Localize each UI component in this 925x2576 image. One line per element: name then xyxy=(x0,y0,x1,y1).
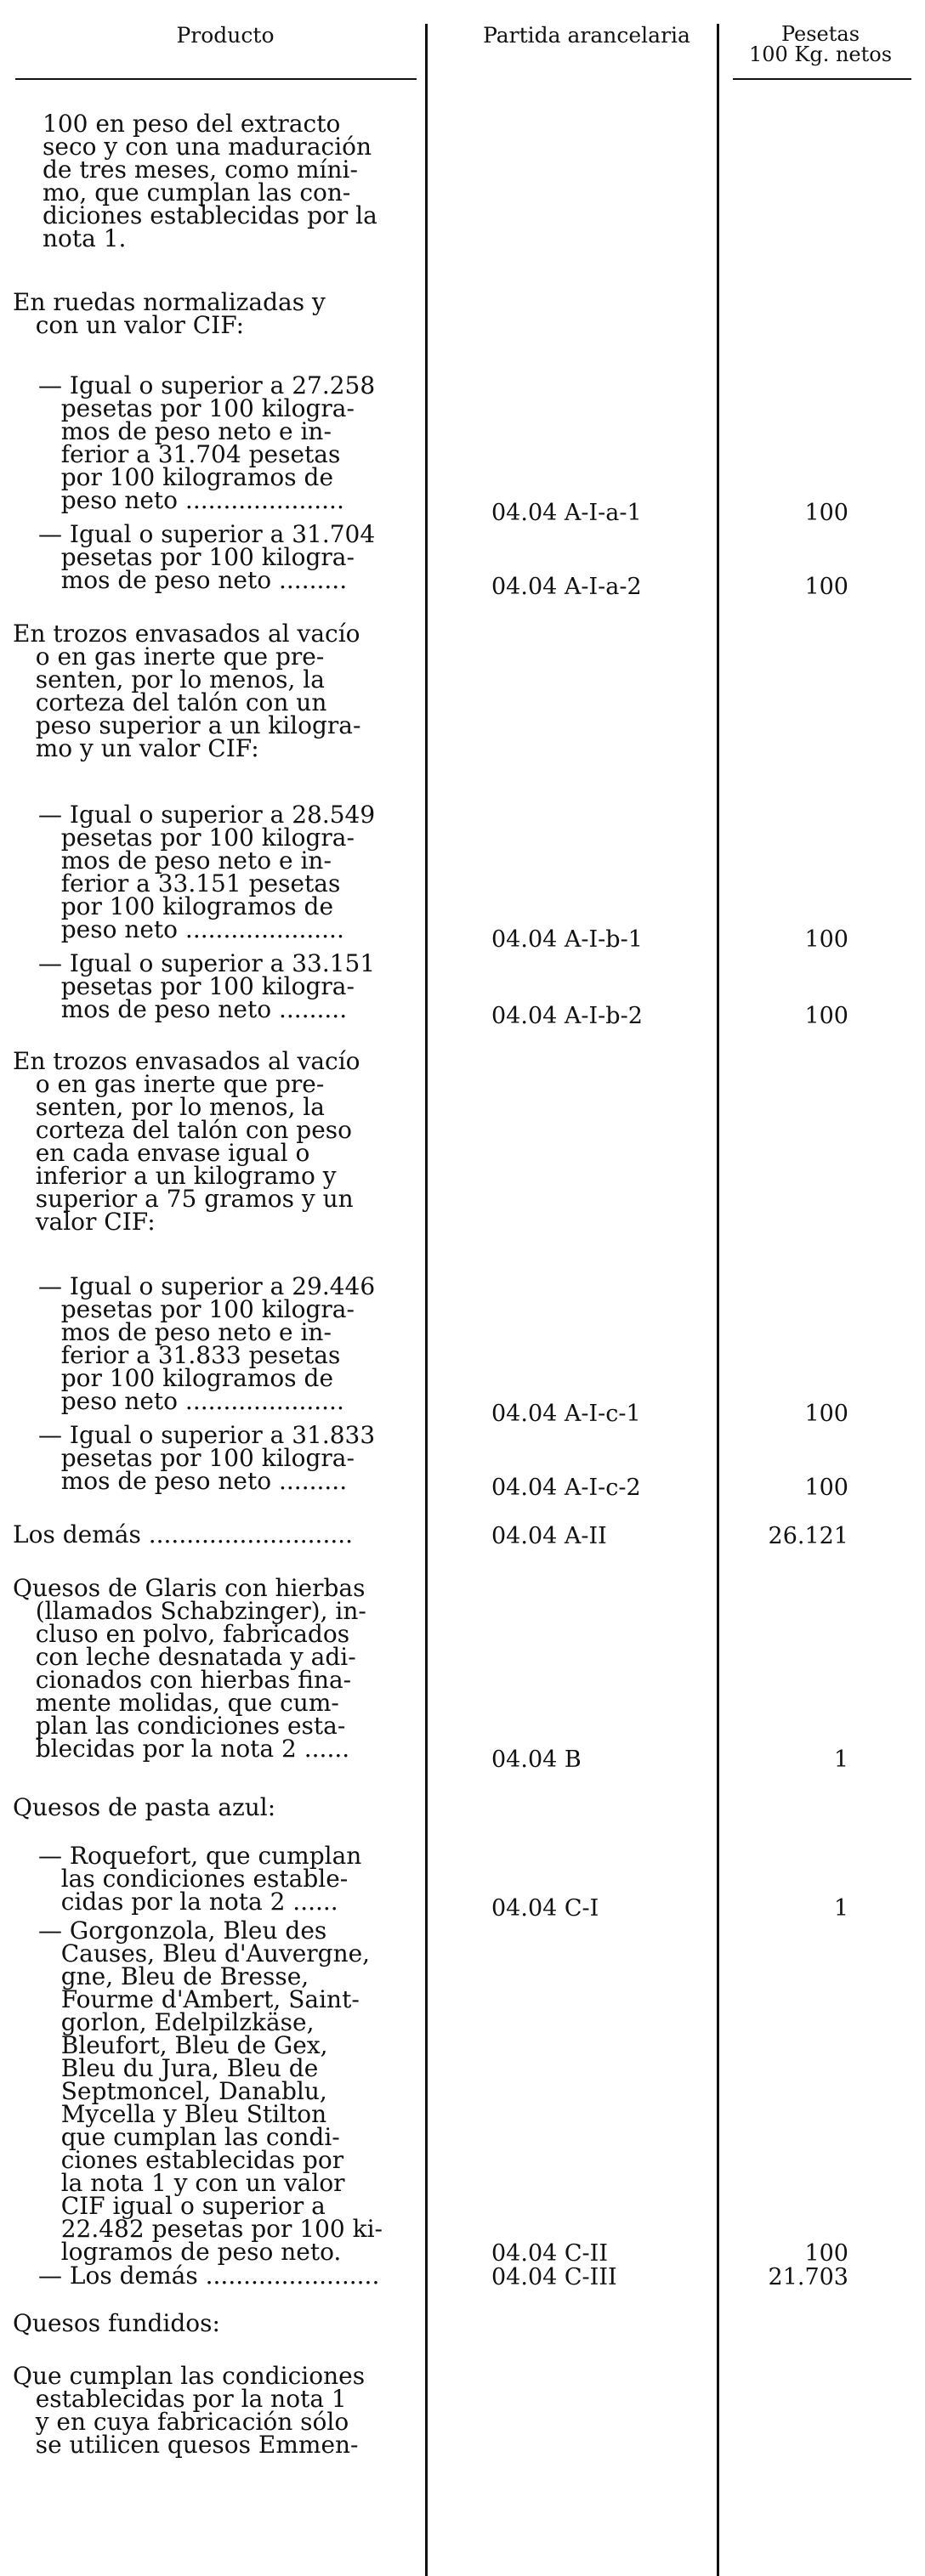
row-text-17: Que cumplan las condiciones establecidas por la nota 1 y en cuya fabricación sólo se utilicen quesos Emmen- xyxy=(13,2362,366,2459)
row-code-2: 04.04 A-I-a-1 xyxy=(491,500,642,526)
header-pesetas xyxy=(727,24,914,65)
row-text-2: — Igual o superior a 27.258 pesetas por 100 kilogra- mos de peso neto e in- ferior a 31.704 pesetas por 100 kilogramos de peso neto ..................... xyxy=(38,371,376,514)
row-code-9: 04.04 A-I-c-2 xyxy=(491,1475,641,1501)
row-text-13: — Roquefort, que cumplan las condiciones estable- cidas por la nota 2 ...... xyxy=(38,1842,362,1916)
header-pesetas-line1: Pesetas xyxy=(780,22,860,46)
column-divider-1 xyxy=(425,24,428,2576)
row-code-8: 04.04 A-I-c-1 xyxy=(491,1401,641,1427)
row-value-14: 100 xyxy=(804,2240,848,2267)
row-text-7: En trozos envasados al vacío o en gas inerte que pre- senten, por lo menos, la corteza del talón con peso en cada envase igual o inferior a un kilogramo y superior a 75 gramos y un valor CIF: xyxy=(13,1047,360,1236)
row-value-5: 100 xyxy=(804,926,848,953)
row-text-14: — Gorgonzola, Bleu des Causes, Bleu d'Auvergne, gne, Bleu de Bresse, Fourme d'Ambert, Saint- gorlon, Edelpilzkäse, Bleufort, Bleu de Gex, Bleu du Jura, Bleu de Septmoncel, Danablu, Mycella y Bleu Stilton que cumplan las condi- ciones establecidas por la nota 1 y con un valor CIF igual o superior a 22.482 pesetas por 100 ki- logramos de peso neto. xyxy=(38,1916,383,2266)
header-pesetas-line2: 100 Kg. netos xyxy=(748,42,893,66)
row-value-9: 100 xyxy=(804,1475,848,1501)
row-text-3: — Igual o superior a 31.704 pesetas por 100 kilogra- mos de peso neto ......... xyxy=(38,520,376,594)
row-code-13: 04.04 C-I xyxy=(491,1895,599,1922)
row-text-15: — Los demás ....................... xyxy=(38,2262,380,2290)
row-text-1: En ruedas normalizadas y con un valor CIF: xyxy=(13,288,326,339)
row-value-2: 100 xyxy=(804,500,848,526)
row-value-11: 1 xyxy=(833,1747,848,1773)
row-text-12: Quesos de pasta azul: xyxy=(13,1793,276,1821)
header-rule-pesetas xyxy=(733,78,911,80)
header-rule-producto xyxy=(15,78,417,80)
row-value-10: 26.121 xyxy=(768,1523,848,1549)
row-text-0: 100 en peso del extracto seco y con una maduración de tres meses, como míni- mo, que cumplan las con- diciones establecidas por la nota 1. xyxy=(43,110,377,252)
row-code-11: 04.04 B xyxy=(491,1747,582,1773)
row-value-6: 100 xyxy=(804,1003,848,1029)
row-text-8: — Igual o superior a 29.446 pesetas por 100 kilogra- mos de peso neto e in- ferior a 31.833 pesetas por 100 kilogramos de peso neto ..................... xyxy=(38,1272,376,1415)
row-text-10: Los demás ........................... xyxy=(13,1520,354,1548)
row-text-9: — Igual o superior a 31.833 pesetas por 100 kilogra- mos de peso neto ......... xyxy=(38,1421,376,1495)
header-producto: Producto xyxy=(176,23,275,48)
row-value-3: 100 xyxy=(804,574,848,600)
row-text-5: — Igual o superior a 28.549 pesetas por 100 kilogra- mos de peso neto e in- ferior a 33.151 pesetas por 100 kilogramos de peso neto ..................... xyxy=(38,801,376,943)
row-code-3: 04.04 A-I-a-2 xyxy=(491,574,642,600)
row-code-10: 04.04 A-II xyxy=(491,1523,607,1549)
row-code-5: 04.04 A-I-b-1 xyxy=(491,926,643,953)
row-text-6: — Igual o superior a 33.151 pesetas por 100 kilogra- mos de peso neto ......... xyxy=(38,949,376,1023)
row-text-4: En trozos envasados al vacío o en gas inerte que pre- senten, por lo menos, la corteza del talón con un peso superior a un kilogra- mo y un valor CIF: xyxy=(13,620,361,762)
row-code-6: 04.04 A-I-b-2 xyxy=(491,1003,643,1029)
row-text-16: Quesos fundidos: xyxy=(13,2309,220,2337)
row-text-11: Quesos de Glaris con hierbas (llamados Schabzinger), in- cluso en polvo, fabricados con leche desnatada y adi- cionados con hierbas fina- mente molidas, que cum- plan las condiciones esta- blecidas por la nota 2 ...... xyxy=(13,1574,366,1763)
row-value-15: 21.703 xyxy=(768,2264,848,2290)
row-code-14: 04.04 C-II xyxy=(491,2240,608,2267)
row-value-8: 100 xyxy=(804,1401,848,1427)
row-value-13: 1 xyxy=(833,1895,848,1922)
row-code-15: 04.04 C-III xyxy=(491,2264,617,2290)
column-divider-2 xyxy=(717,24,719,2576)
header-partida: Partida arancelaria xyxy=(483,23,690,48)
